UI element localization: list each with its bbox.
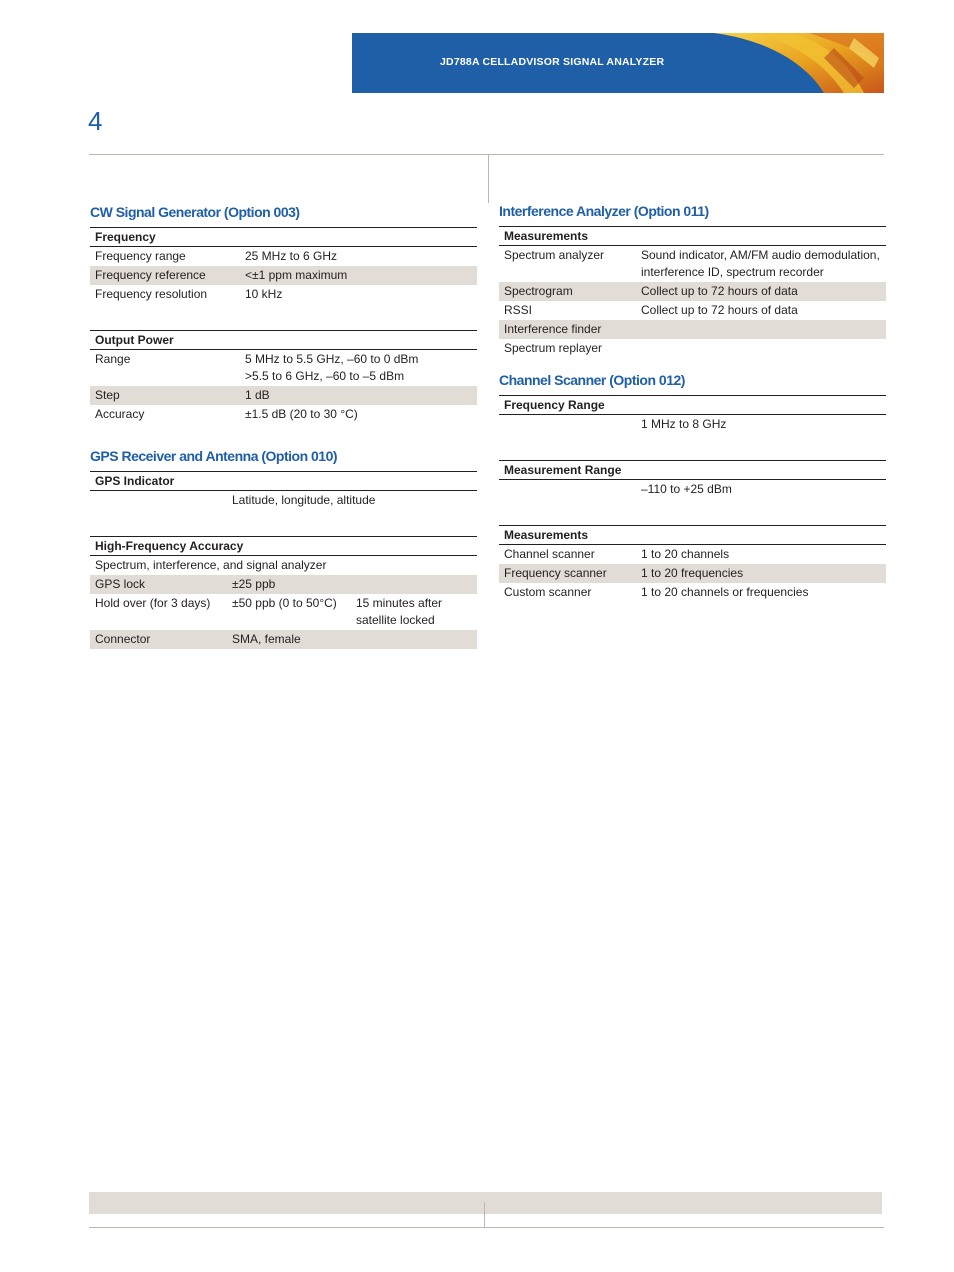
table-heading: Frequency Range bbox=[499, 396, 886, 415]
table-row bbox=[90, 247, 477, 267]
row-label: Frequency scanner bbox=[499, 564, 636, 583]
table-heading: High-Frequency Accuracy bbox=[90, 537, 477, 556]
footer-divider bbox=[484, 1202, 485, 1227]
table-row bbox=[90, 594, 477, 630]
value-line-2: interference ID, spectrum recorder bbox=[641, 265, 824, 279]
table-row bbox=[499, 564, 886, 583]
row-note bbox=[351, 594, 477, 630]
row-value: ±1.5 dB (20 to 30 °C) bbox=[245, 407, 358, 421]
table-row bbox=[499, 282, 886, 301]
row-label: Connector bbox=[90, 630, 227, 649]
column-divider bbox=[488, 155, 489, 203]
table-row bbox=[90, 285, 477, 304]
row-note: Spectrum, interference, and signal analyzer bbox=[95, 558, 327, 572]
table-row bbox=[499, 545, 886, 565]
range-line-2: >5.5 to 6 GHz, –60 to –5 dBm bbox=[245, 369, 405, 383]
row-label: RSSI bbox=[504, 303, 533, 317]
cw-section-title: CW Signal Generator (Option 003) bbox=[90, 203, 477, 228]
row-value: Collect up to 72 hours of data bbox=[636, 282, 886, 301]
channel-section-title: Channel Scanner (Option 012) bbox=[499, 371, 886, 396]
row-value: SMA, female bbox=[227, 630, 351, 649]
channel-range-table bbox=[499, 460, 886, 499]
gps-section-title: GPS Receiver and Antenna (Option 010) bbox=[90, 447, 477, 472]
row-label: Step bbox=[90, 386, 240, 405]
value-line-1: Sound indicator, AM/FM audio demodulation, bbox=[641, 248, 880, 262]
row-value: 1 to 20 channels or frequencies bbox=[641, 585, 809, 599]
interference-table bbox=[499, 227, 886, 358]
row-label: Hold over (for 3 days) bbox=[95, 596, 211, 610]
row-label: Spectrogram bbox=[499, 282, 636, 301]
gps-indicator-table bbox=[90, 472, 477, 510]
row-value: <±1 ppm maximum bbox=[240, 266, 477, 285]
footer-rule bbox=[89, 1227, 884, 1228]
range-line-1: 5 MHz to 5.5 GHz, –60 to 0 dBm bbox=[245, 352, 419, 366]
document-title: JD788A CELLADVISOR SIGNAL ANALYZER bbox=[440, 56, 665, 68]
note-line-2: satellite locked bbox=[356, 613, 435, 627]
cw-frequency-table bbox=[90, 228, 477, 304]
row-value bbox=[636, 246, 886, 283]
row-label: Accuracy bbox=[95, 407, 145, 421]
table-row bbox=[90, 491, 477, 511]
table-row bbox=[499, 415, 886, 435]
row-label: Channel scanner bbox=[504, 547, 595, 561]
table-row bbox=[499, 583, 886, 602]
footer-bar bbox=[89, 1192, 882, 1214]
channel-frequency-table bbox=[499, 396, 886, 434]
row-label: Range bbox=[95, 352, 131, 366]
table-row bbox=[90, 630, 477, 649]
row-value: ±25 ppb bbox=[227, 575, 351, 594]
table-heading: Measurements bbox=[499, 526, 886, 545]
row-value: –110 to +25 dBm bbox=[641, 482, 732, 496]
right-column bbox=[499, 202, 886, 602]
table-heading: Output Power bbox=[90, 331, 477, 350]
page-number: 4 bbox=[88, 106, 103, 136]
table-heading: GPS Indicator bbox=[90, 472, 477, 491]
table-row bbox=[499, 480, 886, 500]
table-row bbox=[90, 350, 477, 387]
header-banner bbox=[352, 33, 884, 93]
row-value bbox=[240, 350, 477, 387]
table-heading: Frequency bbox=[90, 228, 477, 247]
gps-accuracy-table bbox=[90, 536, 477, 649]
row-value: 1 to 20 channels bbox=[641, 547, 730, 561]
row-label: Interference finder bbox=[499, 320, 636, 339]
table-row bbox=[90, 556, 477, 576]
header-rule bbox=[89, 154, 884, 155]
channel-measurements-table bbox=[499, 525, 886, 602]
row-label: Frequency resolution bbox=[95, 287, 208, 301]
row-label: Custom scanner bbox=[504, 585, 592, 599]
row-label: Spectrum analyzer bbox=[504, 248, 605, 262]
row-value: 10 kHz bbox=[245, 287, 283, 301]
table-heading: Measurement Range bbox=[499, 461, 886, 480]
row-value: 1 dB bbox=[240, 386, 477, 405]
table-row bbox=[499, 320, 886, 339]
table-heading: Measurements bbox=[499, 227, 886, 246]
row-value: 25 MHz to 6 GHz bbox=[245, 249, 338, 263]
table-row bbox=[90, 266, 477, 285]
table-row bbox=[499, 246, 886, 283]
row-value: Collect up to 72 hours of data bbox=[641, 303, 798, 317]
banner-graphic bbox=[714, 33, 884, 93]
interference-section-title: Interference Analyzer (Option 011) bbox=[499, 202, 886, 227]
table-row bbox=[90, 405, 477, 424]
row-label: Frequency range bbox=[95, 249, 186, 263]
row-value: 1 MHz to 8 GHz bbox=[641, 417, 727, 431]
note-line-1: 15 minutes after bbox=[356, 596, 443, 610]
row-value: ±50 ppb (0 to 50°C) bbox=[232, 596, 337, 610]
table-row bbox=[90, 575, 477, 594]
row-label: Frequency reference bbox=[90, 266, 240, 285]
row-label: GPS lock bbox=[90, 575, 227, 594]
row-label: Spectrum replayer bbox=[504, 341, 603, 355]
table-row bbox=[90, 386, 477, 405]
table-row bbox=[499, 339, 886, 358]
left-column bbox=[90, 203, 477, 649]
cw-output-table bbox=[90, 330, 477, 424]
table-row bbox=[499, 301, 886, 320]
row-value: 1 to 20 frequencies bbox=[636, 564, 886, 583]
row-value: Latitude, longitude, altitude bbox=[232, 493, 376, 507]
